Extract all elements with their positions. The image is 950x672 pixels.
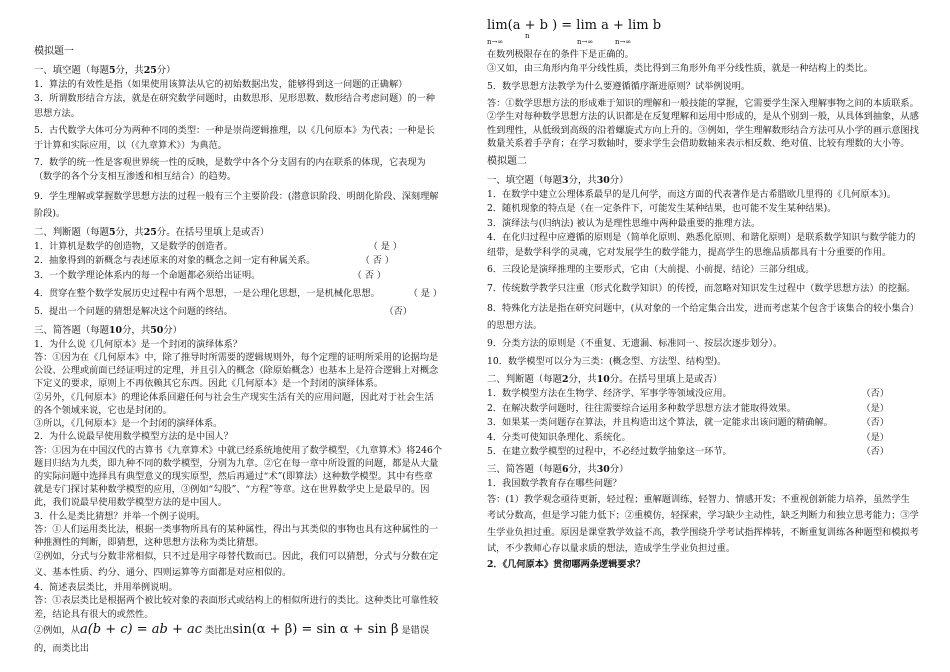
fill2-question-6: 6．三段论是演绎推理的主要形式，它由（大前提、小前提、结论）三部分组成。 xyxy=(487,264,815,276)
limit-note: 在数列极限存在的条件下是正确的。 xyxy=(487,49,634,60)
right-column xyxy=(487,18,919,572)
judge2-item: 4．分类可使知识条理化、系统化。 （是） xyxy=(487,431,889,443)
formula-distributive: a(b + c) = ab + ac xyxy=(79,621,203,637)
short-answer-1: 答：①因为在《几何原本》中，除了推导时所需要的逻辑规则外，每个定理的证明所采用的论据均是公设、公理或前面已经证明过的定理，并且引入的概念（除原始概念）也基本上是符合逻辑上对概念下定义的要求，原则上不再依赖其它东西。因此《几何原本》是一个封闭的演绎体系。 xyxy=(34,352,439,390)
short-question-2: 2．为什么说最早使用数学模型方法的是中国人？ xyxy=(34,431,233,443)
section-judge-heading-2: 二、判断题（每题2分，共10分。在括号里填上是或否） xyxy=(487,374,723,386)
short2-answer-1: 答：(1）教学观念亟待更新，轻过程；重解题训练，轻智力、情感开发；不重视创新能力培养，虽然学生考试分数高，但是学习能力低下；②重模仿，轻探索，学习缺少主动性，缺乏判断力和独立思考能力；③学生学业负担过重。原因是课堂教学效益不高，教学围绕升学考试指挥棒转，不断重复训练各种题型和模拟考试，不少教师心存以量求质的想法，造成学生学业负担过重。 xyxy=(487,493,919,555)
short-question-3: 3．什么是类比猜想？并举一个例子说明。 xyxy=(34,510,206,522)
short2-question-1: 1．我国数学教育存在哪些问题？ xyxy=(487,478,622,490)
fill-question-5: 5．古代数学大体可分为两种不同的类型：一种是崇尚逻辑推理，以《几何原本》为代表；一种是长于计算和实际应用，以（《九章算术》）为典范。 xyxy=(34,125,435,151)
short-question-4: 4．简述表层类比，并用举例说明。 xyxy=(34,582,178,594)
judge2-item: 2．在解决数学问题时，往往需要综合运用多种数学思想方法才能取得效果。 （是） xyxy=(487,402,889,414)
fill2-question-1: 1．在数学中建立公理体系最早的是几何学，而这方面的代表著作是古希腊欧几里得的《几何原本》)。 xyxy=(487,189,897,201)
fill-question-9: 9．学生理解或掌握数学思想方法的过程一般有三个主要阶段：(潜意识阶段、明朗化阶段、深刻理解阶段)。 xyxy=(34,190,439,219)
section-fill-heading: 一、填空题（每题5分，共25分） xyxy=(34,65,176,76)
exam-title-1: 模拟题一 xyxy=(34,46,74,57)
section-short-heading-2: 三、简答题（每题6分，共30分） xyxy=(487,464,629,476)
fill-question-1: 1．算法的有效性是指（如果使用该算法从它的初始数据出发，能够得到这一问题的正确解） xyxy=(34,79,408,90)
short-answer-2: 答：①因为在中国汉代的古算书《九章算术》中就已经系统地使用了数学模型，《九章算术》将246个题目归结为九类，即九种不同的数学模型，分别为九章。②它在每一章中所设置的问题，都是从大量的实际问题中选择具有典型意义的现实原型，然后再通过“术”(即算法）这种数学模型。其中有些章就是专门探讨某种数学模型的应用，③例如“勾股”、“方程”等章。这在世界数学史上是最早的。因此，我们说最早使用数学模型方法的是中国人。 xyxy=(34,444,442,509)
short-answer-1c: ③所以，《几何原本》是一个封闭的演绎体系。 xyxy=(34,418,223,430)
left-column xyxy=(34,44,442,658)
fill2-question-7: 7．传统数学教学只注重（形式化数学知识）的传授，而忽略对知识发生过程中（数学思想方法）的挖掘。 xyxy=(487,283,916,295)
judge-item: 5．提出一个问题的猜想是解决这个问题的终结。 （否） xyxy=(34,306,412,318)
formula-sine-sum: sin(α + β) = sin α + sin β xyxy=(232,621,399,637)
short-answer-5: 答：①数学思想方法的形成难于知识的理解和一般技能的掌握，它需要学生深入理解事物之间的本质联系。②学生对每种数学思想方法的认识都是在反复理解和运用中形成的，是从个别到一般，从具体到抽象，从感性到理性，从低级到高级的沿着螺旋式方向上升的。③例如，学生理解数形结合方法可从小学的画示意图找数量关系着手孕育；在学习数轴时，要求学生会借助数轴来表示相反数、绝对值、比较有理数的大小等。 xyxy=(487,98,919,149)
fill2-question-4: 4．在化归过程中应遵循的原则是（简单化原则、熟悉化原则、和谐化原则）是联系数学知识与数学能力的纽带，是数学科学的灵魂，它对发展学生的数学能力，提高学生的思维品质都具有十分重要的作用。 xyxy=(487,232,916,258)
short-question-5: 5．数学思想方法教学为什么要遵循循序渐进原则？试举例说明。 xyxy=(487,80,751,92)
formula-limit: lim(a + b ) = lim a + lim b n→∞ n n→∞ n→∞ xyxy=(487,18,662,46)
section-judge-heading: 二、判断题（每题5分，共25分。在括号里填上是或否） xyxy=(34,226,270,238)
short-answer-4b: ②例如，从a(b + c) = ab + ac 类比出sin(α + β) = sin α + sin β 是错误的，而类比出 xyxy=(34,621,430,654)
judge2-item: 1．数学模型方法在生物学、经济学、军事学等领域没应用。 （否） xyxy=(487,388,889,400)
judge-item: 2．抽象得到的新概念与表述原来的对象的概念之间一定有种属关系。 （ 否 ） xyxy=(34,255,394,267)
fill2-question-2: 2．随机现象的特点是（在一定条件下，可能发生某种结果，也可能不发生某种结果)。 xyxy=(487,203,837,215)
fill2-question-8: 8．特殊化方法是指在研究问题中，(从对象的一个给定集合出发，进而考虑某个包含于该集合的较小集合）的思想方法。 xyxy=(487,303,915,332)
judge-item: 4．贯穿在整个数学发展历史过程中有两个思想，一是公理化思想，一是机械化思想。 （ 是 ） xyxy=(34,288,442,300)
short-answer-4: 答：①表层类比是根据两个被比较对象的表面形式或结构上的相似所进行的类比。这种类比可靠性较差，结论具有很大的或然性。 xyxy=(34,595,439,620)
short-answer-1b: ②另外，《几何原本》的理论体系回避任何与社会生产现实生活有关的应用问题，因此对于社会生活的各个领域来说，它也是封闭的。 xyxy=(34,391,434,416)
short-question-1: 1．为什么说《几何原本》是一个封闭的演绎体系？ xyxy=(34,338,242,350)
fill-question-7: 7．数学的统一性是客观世界统一性的反映，是数学中各个分支固有的内在联系的体现，它表现为（数学的各个分支相互渗透和相互结合）的趋势。 xyxy=(34,157,426,183)
fill2-question-9: 9．分类方法的原则是（不重复、无遗漏、标准同一、按层次逐步划分）。 xyxy=(487,338,783,350)
judge-item: 3．一个数学理论体系内的每一个命题都必须给出证明。 （ 否 ） xyxy=(34,269,386,281)
fill-question-3: 3．所谓数形结合方法，就是在研究数学问题时，由数思形、见形思数、数形结合考虑问题）的一种思想方法。 xyxy=(34,93,435,119)
fill2-question-3: 3．演绎法与(归纳法) 被认为是理性思维中两种最重要的推理方法。 xyxy=(487,217,761,229)
judge2-item: 5．在建立数学模型的过程中，不必经过数学抽象这一环节。 （否） xyxy=(487,445,889,457)
short2-question-2: 2．《几何原本》贯彻哪两条逻辑要求？ xyxy=(487,558,645,570)
short-answer-3b: ②例如，分式与分数非常相似，只不过是用字母替代数而已。因此，我们可以猜想，分式与分数在定义、基本性质、约分、通分、四则运算等方面都是对应相似的。 xyxy=(34,551,439,579)
fill2-question-10: 10．数学模型可以分为三类：(概念型、方法型、结构型)。 xyxy=(487,355,727,367)
judge2-item: 3．如果某一类问题存在算法，并且构造出这个算法，就一定能求出该问题的精确解。 （否） xyxy=(487,417,889,429)
section-fill-heading-2: 一、填空题（每题3分，共30分） xyxy=(487,175,629,187)
exam-title-2: 模拟题二 xyxy=(487,156,527,168)
structure-analogy: ③又如，由三角形内角平分线性质，类比得到三角形外角平分线性质，就是一种结构上的类比。 xyxy=(487,63,873,75)
judge-item: 1．计算机是数学的创造物，又是数学的创造者。 （ 是 ） xyxy=(34,240,402,252)
short-answer-3: 答：①人们运用类比法，根据一类事物所具有的某种属性，得出与其类似的事物也具有这种属性的一种推测性的判断，即猜想，这种思想方法称为类比猜想。 xyxy=(34,523,439,548)
section-short-heading: 三、简答题（每题10分，共50分） xyxy=(34,324,183,336)
